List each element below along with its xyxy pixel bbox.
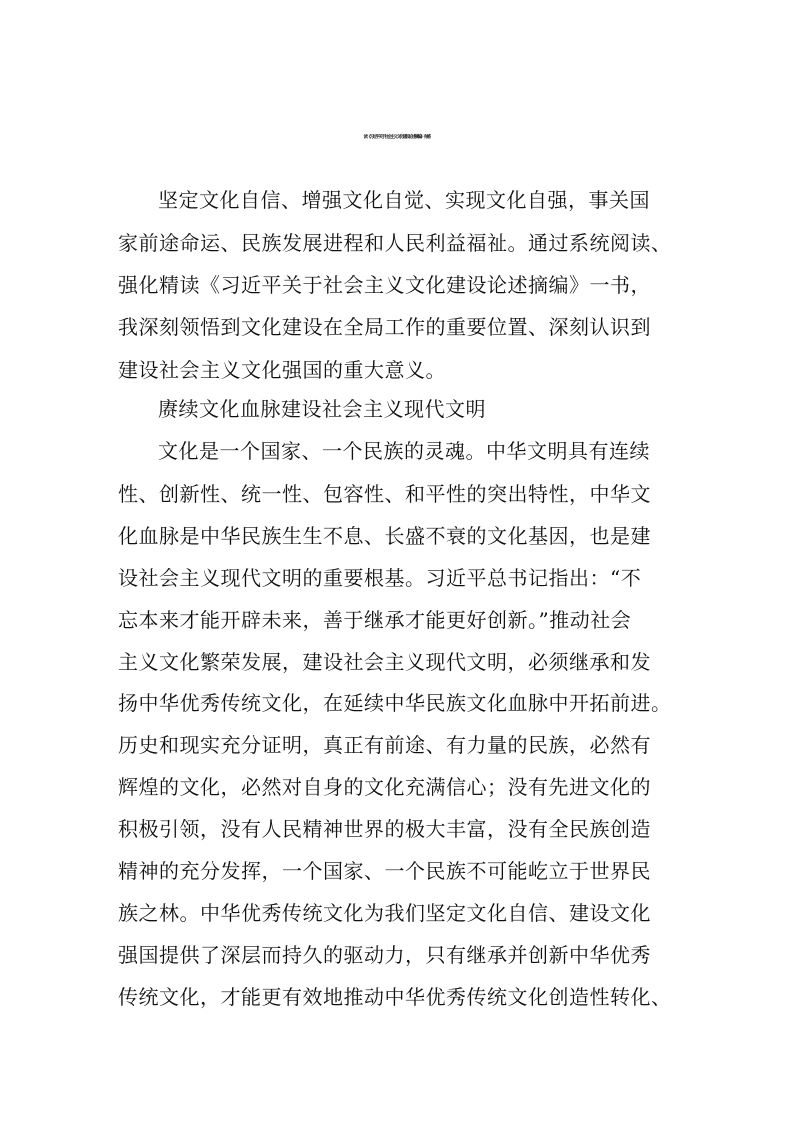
intro-line: 家前途命运、民族发展进程和人民利益福祉。通过系统阅读、 bbox=[118, 231, 672, 255]
body-line: 设社会主义现代文明的重要根基。习近平总书记指出：“不 bbox=[118, 566, 642, 590]
body-line: 主义文化繁荣发展，建设社会主义现代文明，必须继承和发 bbox=[118, 650, 651, 674]
body-line: 族之林。中华优秀传统文化为我们坚定文化自信、建设文化 bbox=[118, 901, 651, 925]
section-heading: 赓续文化血脉建设社会主义现代文明 bbox=[158, 397, 486, 421]
body-line: 历史和现实充分证明，真正有前途、有力量的民族，必然有 bbox=[118, 733, 651, 757]
body-line: 扬中华优秀传统文化，在延续中华民族文化血脉中开拓前进。 bbox=[118, 691, 672, 715]
intro-line: 建设社会主义文化强国的重大意义。 bbox=[118, 358, 446, 382]
body-line: 文化是一个国家、一个民族的灵魂。中华文明具有连续 bbox=[158, 439, 650, 463]
intro-line: 强化精读《习近平关于社会主义文化建设论述摘编》一书， bbox=[118, 273, 651, 297]
page-title: 读《习近平关于社会主义文化建设论述摘编》有感 bbox=[363, 135, 430, 140]
body-line: 传统文化，才能更有效地推动中华优秀传统文化创造性转化、 bbox=[118, 985, 672, 1009]
body-line: 积极引领，没有人民精神世界的极大丰富，没有全民族创造 bbox=[118, 817, 651, 841]
intro-line: 我深刻领悟到文化建设在全局工作的重要位置、深刻认识到 bbox=[118, 315, 651, 339]
body-line: 辉煌的文化，必然对自身的文化充满信心；没有先进文化的 bbox=[118, 775, 651, 799]
intro-line: 坚定文化自信、增强文化自觉、实现文化自强，事关国 bbox=[158, 188, 650, 212]
body-line: 强国提供了深层而持久的驱动力，只有继承并创新中华优秀 bbox=[118, 943, 651, 967]
body-line: 化血脉是中华民族生生不息、长盛不衰的文化基因，也是建 bbox=[118, 524, 651, 548]
body-line: 忘本来才能开辟未来，善于继承才能更好创新。”推动社会 bbox=[118, 608, 632, 632]
body-line: 精神的充分发挥，一个国家、一个民族不可能屹立于世界民 bbox=[118, 859, 651, 883]
body-line: 性、创新性、统一性、包容性、和平性的突出特性，中华文 bbox=[118, 482, 651, 506]
